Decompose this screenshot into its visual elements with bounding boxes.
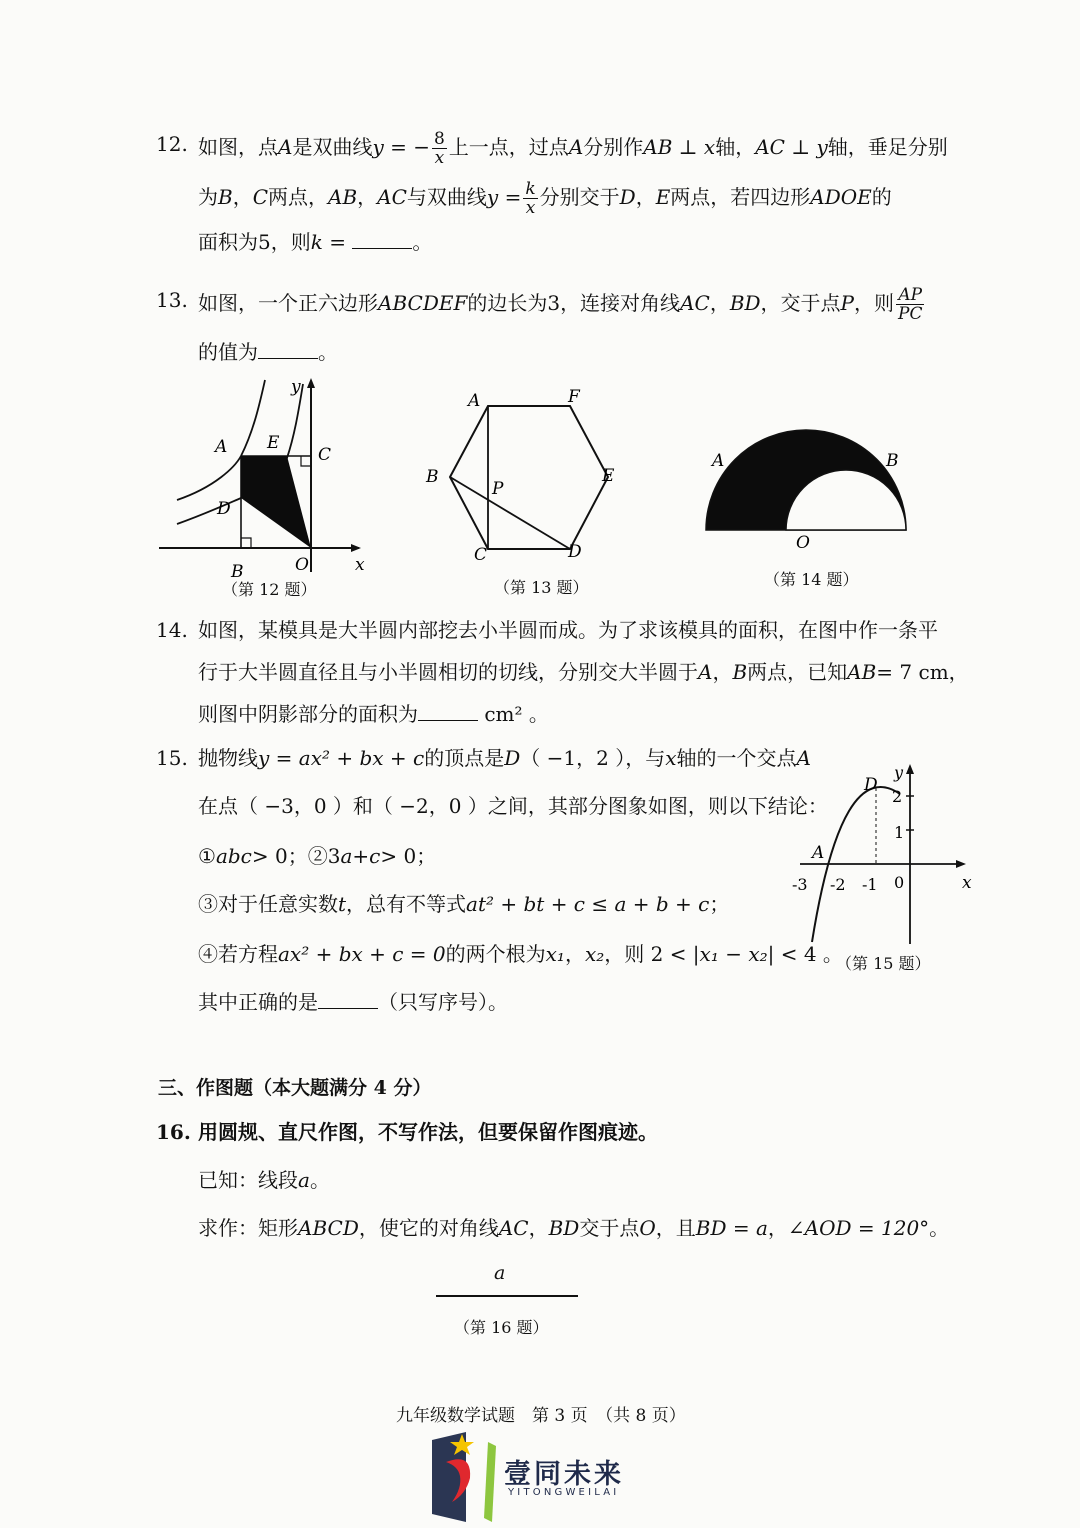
q14-line-3: 则图中阴影部分的面积为 cm² 。 — [198, 702, 549, 726]
q15-line-5: ④若方程ax² + bx + c = 0的两个根为x₁，x₂，则 2 < |x₁ − x₂| < 4 。 — [198, 942, 843, 966]
q12-line-3: 面积为5，则k = 。 — [198, 230, 433, 254]
q12-fraction-2: $\frac{k}{x}$ — [525, 179, 536, 218]
fig13-label-P: P — [492, 479, 504, 499]
fig15-tick-minus2: -2 — [830, 875, 846, 894]
q15-line-6: 其中正确的是 （只写序号）。 — [198, 990, 508, 1014]
q15-answer-blank[interactable] — [318, 990, 378, 1009]
q14-number: 14. — [156, 618, 188, 642]
section-3-title: 三、作图题（本大题满分 4 分） — [158, 1077, 432, 1099]
fig15-label-D: D — [864, 775, 878, 795]
fig13-label-B: B — [426, 467, 439, 487]
fig13-label-C: C — [474, 545, 488, 565]
fig15-tick-minus3: -3 — [792, 875, 808, 894]
figure-14-caption: （第 14 题） — [764, 570, 859, 589]
q12-line-2: 为B，C两点，AB，AC与双曲线y = $\frac{k}{x}$ 分别交于D，E两点，若四边形ADOE的 — [198, 179, 892, 218]
fig14-label-A: A — [712, 451, 725, 471]
q16-segment-label: a — [494, 1262, 506, 1284]
fig14-label-B: B — [886, 451, 899, 471]
figure-13-caption: （第 13 题） — [494, 578, 589, 597]
q13-fraction: $\frac{AP}{PC}$ — [898, 285, 923, 324]
fig15-label-x: x — [962, 873, 972, 893]
q16-line-2: 已知：线段a。 — [198, 1168, 330, 1192]
q12-answer-blank[interactable] — [352, 230, 412, 249]
fig12-label-B: B — [231, 562, 244, 582]
q15-number: 15. — [156, 746, 188, 770]
q14-line-1: 如图，某模具是大半圆内部挖去小半圆而成。为了求该模具的面积，在图中作一条平 — [198, 618, 938, 642]
figure-12 — [155, 372, 375, 582]
q12-fraction-1: $\frac{8}{x}$ — [433, 129, 445, 168]
brand-logo-subtitle: YITONGWEILAI — [508, 1487, 620, 1498]
fig12-label-E: E — [267, 433, 280, 453]
fig15-label-A: A — [812, 843, 825, 863]
q15-line-3: ①abc> 0；②3a+c> 0； — [198, 844, 437, 868]
fig12-label-y: y — [291, 377, 301, 397]
fig12-label-C: C — [318, 445, 332, 465]
q16-segment-a — [436, 1295, 578, 1297]
q12-number: 12. — [156, 132, 188, 156]
figure-12-caption: （第 12 题） — [222, 580, 317, 599]
fig12-label-D: D — [217, 499, 231, 519]
fig12-label-O: O — [295, 555, 309, 575]
figure-14 — [700, 412, 914, 552]
fig15-tick-2: 2 — [892, 787, 903, 806]
q14-line-2: 行于大半圆直径且与小半圆相切的切线，分别交大半圆于A，B两点，已知AB= 7 cm， — [198, 660, 969, 684]
fig14-label-O: O — [796, 533, 810, 552]
q15-line-1: 抛物线y = ax² + bx + c的顶点是D（ −1，2 ），与x轴的一个交点A — [198, 746, 811, 770]
q13-line-1: 如图，一个正六边形ABCDEF的边长为3，连接对角线AC，BD，交于点P，则 $\frac{AP}{PC}$ — [198, 285, 923, 324]
q15-line-2: 在点（ −3，0 ）和（ −2，0 ）之间，其部分图象如图，则以下结论： — [198, 794, 828, 818]
figure-13 — [420, 384, 630, 566]
q16-number: 16. — [156, 1120, 191, 1144]
q13-answer-blank[interactable] — [258, 340, 318, 359]
figure-15-caption: （第 15 题） — [836, 954, 931, 973]
fig15-label-y: y — [894, 763, 904, 782]
q16-line-3: 求作：矩形ABCD，使它的对角线AC，BD交于点O，且BD = a，∠AOD = 120°。 — [198, 1216, 950, 1240]
q15-line-4: ③对于任意实数t，总有不等式at² + bt + c ≤ a + b + c； — [198, 892, 730, 916]
figure-15 — [790, 758, 980, 950]
q13-number: 13. — [156, 288, 188, 312]
fig15-tick-0: 0 — [894, 873, 905, 892]
fig13-label-E: E — [602, 466, 615, 486]
q12-line-1: 如图，点A是双曲线y = − $\frac{8}{x}$ 上一点，过点A分别作AB ⊥ x轴，AC ⊥ y轴，垂足分别 — [198, 129, 948, 168]
fig15-tick-minus1: -1 — [862, 875, 878, 894]
page-footer: 九年级数学试题 第 3 页 （共 8 页） — [396, 1406, 686, 1426]
brand-logo-name: 壹同未来 — [504, 1459, 624, 1490]
fig15-tick-1: 1 — [894, 823, 905, 842]
figure-16-caption: （第 16 题） — [454, 1318, 549, 1337]
q16-line-1: 用圆规、直尺作图，不写作法，但要保留作图痕迹。 — [198, 1120, 658, 1144]
fig12-label-A: A — [215, 437, 228, 457]
fig12-label-x: x — [355, 555, 365, 575]
q14-answer-blank[interactable] — [418, 702, 478, 721]
q13-line-2: 的值为 。 — [198, 340, 338, 364]
fig13-label-A: A — [468, 391, 481, 411]
fig13-label-D: D — [568, 542, 582, 562]
fig13-label-F: F — [568, 387, 580, 407]
